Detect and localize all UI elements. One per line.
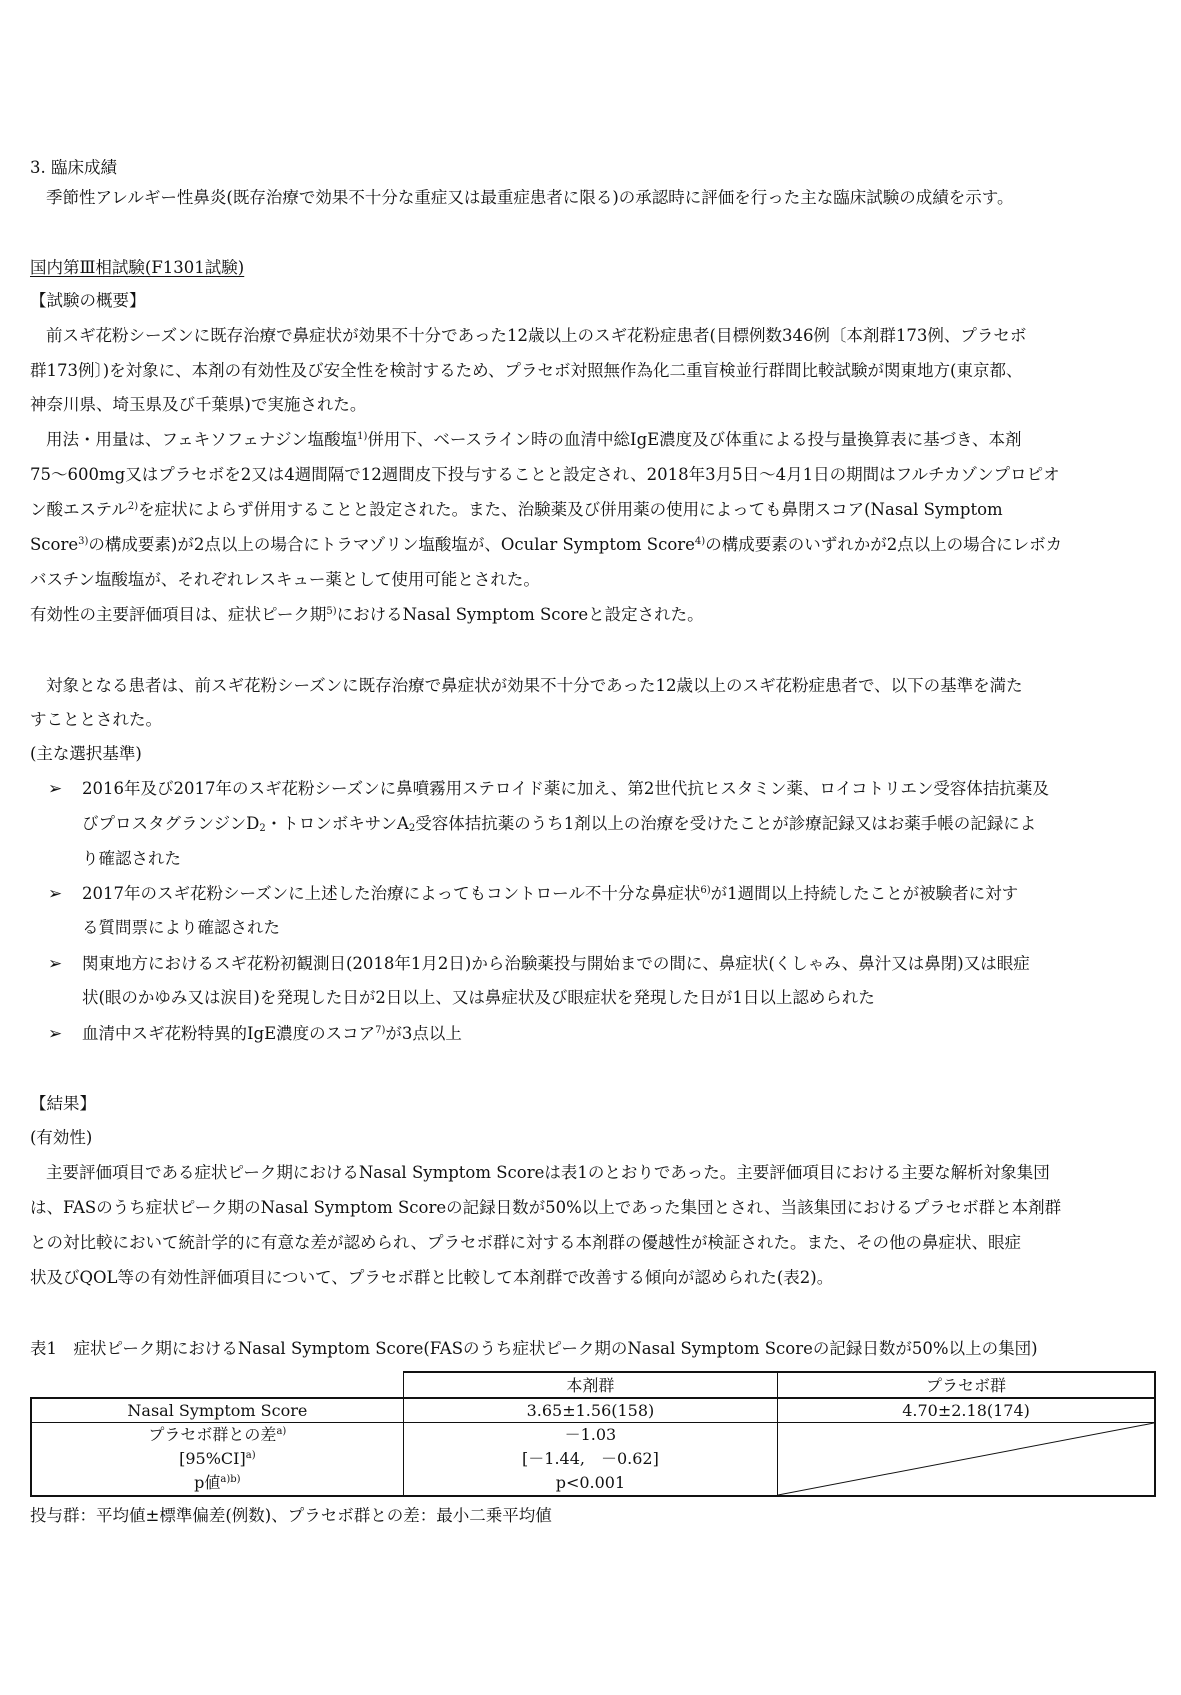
text-run: ・トロンボキサンA	[265, 814, 409, 833]
text-run: の構成要素のいずれかが2点以上の場合にレボカ	[705, 535, 1063, 554]
overview-p2-line3	[30, 500, 1003, 520]
overview-p3	[30, 605, 704, 625]
cell-drug-nss: 3.65±1.56(158)	[403, 1398, 777, 1423]
text-run: びプロスタグランジンD	[82, 814, 260, 833]
table-corner-cell	[31, 1372, 403, 1398]
arrowhead-bullet-icon: ➢	[48, 884, 63, 904]
label-difference	[32, 1423, 403, 1447]
text-run: 併用下、ベースライン時の血清中総IgE濃度及び体重による投与量換算表に基づき、本剤	[367, 430, 1022, 449]
arrowhead-bullet-icon: ➢	[48, 779, 63, 799]
table-row	[31, 1398, 1155, 1423]
footnote-ref: 2)	[127, 501, 139, 512]
results-line4: 状及びQOL等の有効性評価項目について、プラセボ群と比較して本剤群で改善する傾向が認められた(表2)。	[30, 1268, 834, 1287]
footnote-ref: a)	[276, 1426, 287, 1437]
results-line2: は、FASのうち症状ピーク期のNasal Symptom Scoreの記録日数が50%以上であった集団とされ、当該集団におけるプラセボ群と本剤群	[30, 1198, 1062, 1217]
criterion-1-line1: 2016年及び2017年のスギ花粉シーズンに鼻噴霧用ステロイド薬に加え、第2世代抗ヒスタミン薬、ロイコトリエン受容体拮抗薬及	[82, 779, 1049, 798]
table1	[30, 1371, 1156, 1497]
overview-p2-line4	[30, 535, 1062, 555]
overview-p1-line1: 前スギ花粉シーズンに既存治療で鼻症状が効果不十分であった12歳以上のスギ花粉症患者(目標例数346例〔本剤群173例、プラセボ	[46, 326, 1027, 345]
diagonal-strike	[778, 1423, 1154, 1495]
column-header-drug: 本剤群	[403, 1372, 777, 1398]
criteria-heading: (主な選択基準)	[30, 744, 142, 763]
value-ci: [－1.44, －0.62]	[522, 1449, 659, 1468]
criterion-2-line2: る質問票により確認された	[82, 918, 280, 937]
criterion-1-line3: り確認された	[82, 849, 181, 868]
overview-p2-line2: 75～600mg又はプラセボを2又は4週間隔で12週間皮下投与することと設定され、2018年3月5日～4月1日の期間はフルチカゾンプロピオ	[30, 465, 1060, 484]
text-run: の構成要素)が2点以上の場合にトラマゾリン塩酸塩が、Ocular Symptom Score	[88, 535, 695, 554]
subscript: 2	[408, 823, 416, 834]
section-heading: 3. 臨床成績	[30, 158, 117, 177]
label-p-value	[32, 1471, 403, 1495]
criterion-2-line1	[82, 884, 1018, 904]
overview-p4-line1: 対象となる患者は、前スギ花粉シーズンに既存治療で鼻症状が効果不十分であった12歳以上のスギ花粉症患者で、以下の基準を満た	[46, 676, 1023, 695]
overview-p1-line3: 神奈川県、埼玉県及び千葉県)で実施された。	[30, 395, 367, 414]
text-run: 受容体拮抗薬のうち1剤以上の治療を受けたことが診療記録又はお薬手帳の記録によ	[415, 814, 1037, 833]
overview-p1-line2: 群173例〕)を対象に、本剤の有効性及び安全性を検討するため、プラセボ対照無作為化二重盲検並行群間比較試験が関東地方(東京都、	[30, 361, 1023, 380]
text-run: プラセボ群との差	[148, 1425, 277, 1444]
text-run: 用法・用量は、フェキソフェナジン塩酸塩	[46, 430, 358, 449]
footnote-ref: 7)	[375, 1025, 386, 1036]
overview-p2-line1	[46, 430, 1022, 450]
text-run: Score	[30, 535, 79, 554]
diagonal-line-icon	[778, 1423, 1154, 1495]
section-intro: 季節性アレルギー性鼻炎(既存治療で効果不十分な重症又は最重症患者に限る)の承認時に評価を行った主な臨床試験の成績を示す。	[46, 188, 1014, 207]
label-ci	[32, 1447, 403, 1471]
row-label-difference	[31, 1423, 403, 1497]
footnote-ref: a)b)	[220, 1474, 241, 1485]
cell-placebo-nss: 4.70±2.18(174)	[778, 1398, 1155, 1423]
value-difference: －1.03	[564, 1425, 617, 1444]
cell-drug-difference	[403, 1423, 777, 1497]
table1-caption: 表1 症状ピーク期におけるNasal Symptom Score(FASのうち症状ピーク期のNasal Symptom Scoreの記録日数が50%以上の集団)	[30, 1339, 1038, 1358]
column-header-placebo: プラセボ群	[778, 1372, 1155, 1398]
table-header-row	[31, 1372, 1155, 1398]
text-run: 2017年のスギ花粉シーズンに上述した治療によってもコントロール不十分な鼻症状	[82, 884, 701, 903]
text-run: におけるNasal Symptom Scoreと設定された。	[336, 605, 704, 624]
trial-title: 国内第Ⅲ相試験(F1301試験)	[30, 258, 245, 277]
criterion-4	[82, 1024, 462, 1044]
arrowhead-bullet-icon: ➢	[48, 1024, 63, 1044]
footnote-ref: a)	[245, 1450, 256, 1461]
text-run: 血清中スギ花粉特異的IgE濃度のスコア	[82, 1024, 376, 1043]
text-run: [95%CI]	[179, 1449, 246, 1468]
criterion-3-line1: 関東地方におけるスギ花粉初観測日(2018年1月2日)から治験薬投与開始までの間に、鼻症状(くしゃみ、鼻汁又は鼻閉)又は眼症	[82, 954, 1030, 973]
row-label-nss: Nasal Symptom Score	[31, 1398, 403, 1423]
overview-p2-line5: バスチン塩酸塩が、それぞれレスキュー薬として使用可能とされた。	[30, 570, 540, 589]
text-run: が1週間以上持続したことが被験者に対す	[710, 884, 1019, 903]
footnote-ref: 1)	[357, 431, 368, 442]
results-line1: 主要評価項目である症状ピーク期におけるNasal Symptom Scoreは表1のとおりであった。主要評価項目における主要な解析対象集団	[46, 1163, 1050, 1182]
footnote-ref: 3)	[78, 536, 89, 547]
overview-p4-line2: すこととされた。	[30, 710, 162, 729]
footnote-ref: 4)	[694, 536, 706, 547]
subscript: 2	[259, 823, 266, 834]
text-run: が3点以上	[385, 1024, 462, 1043]
criterion-3-line2: 状(眼のかゆみ又は涙目)を発現した日が2日以上、又は鼻症状及び眼症状を発現した日が1日以上認められた	[82, 988, 875, 1007]
arrowhead-bullet-icon: ➢	[48, 954, 63, 974]
text-run: p値	[194, 1473, 221, 1492]
table1-footnote: 投与群：平均値±標準偏差(例数)、プラセボ群との差：最小二乗平均値	[30, 1506, 552, 1525]
value-p: p<0.001	[555, 1473, 626, 1492]
footnote-ref: 5)	[326, 606, 337, 617]
footnote-ref: 6)	[700, 885, 711, 896]
text-run: を症状によらず併用することと設定された。また、治験薬及び併用薬の使用によっても鼻閉スコア(Nasal Symptom	[138, 500, 1003, 519]
overview-heading: 【試験の概要】	[30, 291, 146, 310]
efficacy-heading: (有効性)	[30, 1128, 93, 1147]
cell-placebo-diagonal	[778, 1423, 1155, 1497]
text-run: ン酸エステル	[30, 500, 128, 519]
results-heading: 【結果】	[30, 1094, 96, 1113]
criterion-1-line2	[82, 814, 1036, 834]
results-line3: との対比較において統計学的に有意な差が認められ、プラセボ群に対する本剤群の優越性が検証された。また、その他の鼻症状、眼症	[30, 1233, 1021, 1252]
text-run: 有効性の主要評価項目は、症状ピーク期	[30, 605, 327, 624]
table-row	[31, 1423, 1155, 1497]
